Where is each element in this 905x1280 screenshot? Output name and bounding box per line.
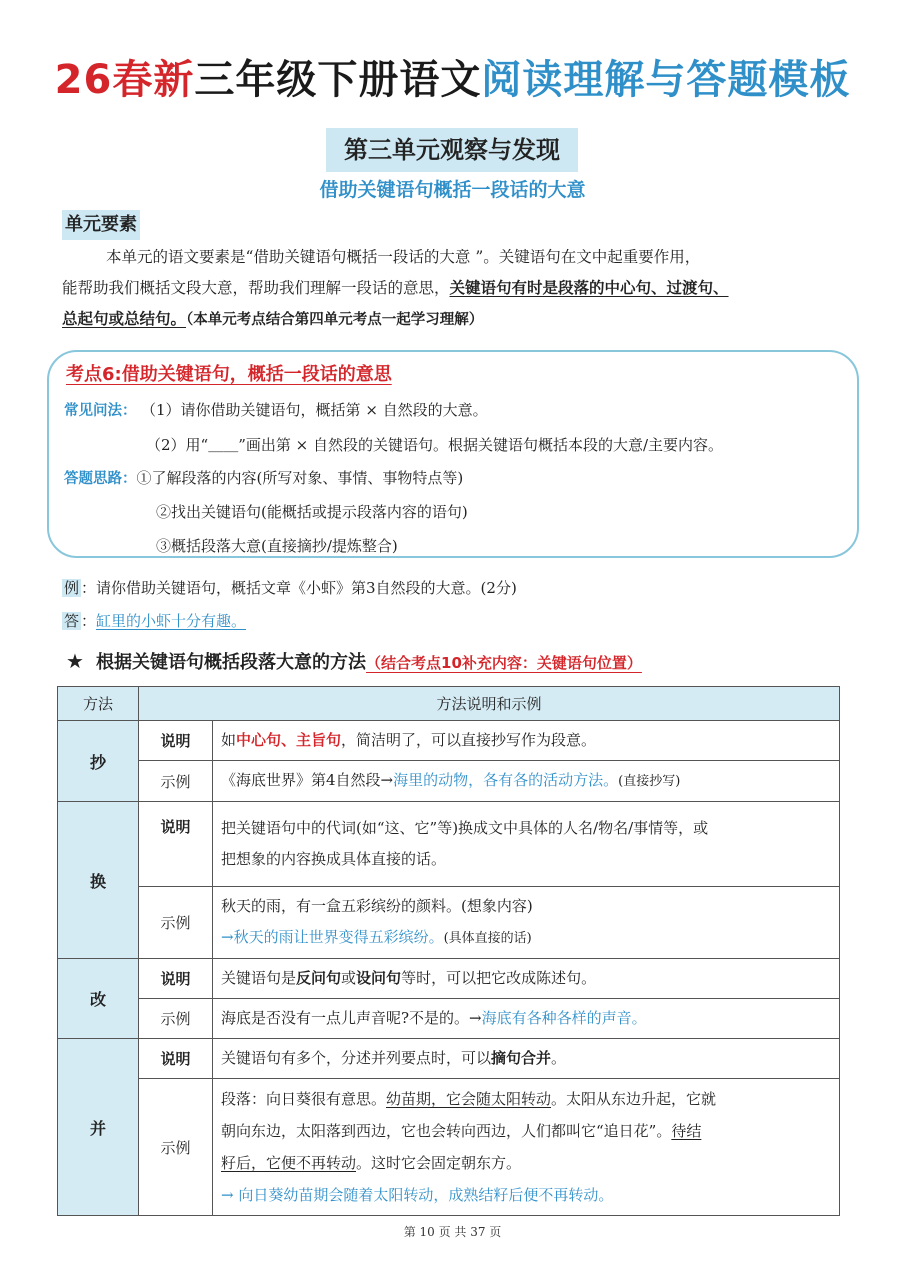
method-gai: 改 [58, 959, 139, 1039]
kind-example: 示例 [139, 887, 213, 959]
bing-description: 关键语句有多个，分述并列要点时，可以摘句合并。 [213, 1039, 840, 1079]
question-2: （2）用“＿＿”画出第 × 自然段的关键语句。根据关键语句概括本段的大意/主要内容。 [146, 436, 724, 454]
chao-description: 如中心句、主旨句，简洁明了，可以直接抄写作为段意。 [213, 721, 840, 761]
title-part-2: 三年级下册语文 [194, 57, 482, 103]
kind-example: 示例 [139, 761, 213, 802]
methods-heading-text: 根据关键语句概括段落大意的方法 [96, 652, 366, 673]
gai-example: 海底是否没有一点儿声音呢?不是的。→海底有各种各样的声音。 [213, 999, 840, 1039]
unit-elements-label: 单元要素 [62, 210, 140, 240]
example-answer: 答 ：缸里的小虾十分有趣。 [64, 612, 247, 630]
step-3: ③概括段落大意(直接摘抄/提炼整合) [156, 537, 398, 555]
step-1: ①了解段落的内容(所写对象、事情、事物特点等) [136, 469, 464, 487]
title-part-3: 阅读理解与答题模板 [481, 57, 851, 103]
star-icon: ★ [66, 649, 84, 673]
kaodian-title: 考点6:借助关键语句，概括一段话的意思 [66, 364, 392, 385]
kind-description: 说明 [139, 1039, 213, 1079]
table-row [58, 887, 840, 959]
huan-description: 把关键语句中的代词(如“这、它”等)换成文中具体的人名/物名/事情等，或 把想象的内容换成具体直接的话。 [213, 802, 840, 887]
table-row [58, 959, 840, 999]
unit-elements-paragraph [62, 242, 844, 336]
methods-table [57, 686, 840, 1216]
page-footer: 第 10 页 共 37 页 [403, 1225, 502, 1239]
table-header-row [58, 687, 840, 721]
methods-heading-note: （结合考点10补充内容：关键语句位置） [366, 654, 642, 672]
bing-example: 段落：向日葵很有意思。幼苗期，它会随太阳转动。太阳从东边升起，它就 朝向东边，太阳落到西边，它也会转向西边，人们都叫它“追日花”。待结 籽后，它便不再转动。这时它会固定朝东方。 → 向日葵幼苗期会随着太阳转动，成熟结籽后便不再转动。 [213, 1079, 840, 1216]
method-huan: 换 [58, 802, 139, 959]
table-row [58, 1039, 840, 1079]
method-bing: 并 [58, 1039, 139, 1216]
chao-example: 《海底世界》第4自然段→海里的动物，各有各的活动方法。(直接抄写) [213, 761, 840, 802]
unit-subtitle: 借助关键语句概括一段话的大意 [319, 179, 586, 201]
table-row [58, 761, 840, 802]
kind-description: 说明 [139, 802, 213, 887]
step-2: ②找出关键语句(能概括或提示段落内容的语句) [156, 503, 468, 521]
example-question [62, 576, 517, 600]
answer-label: 答 [64, 612, 80, 630]
methods-heading [96, 648, 642, 678]
unit-elements-line-1: 本单元的语文要素是“借助关键语句概括一段话的大意 ”。关键语句在文中起重要作用， [106, 248, 701, 266]
method-chao: 抄 [58, 721, 139, 802]
line-2-underlined: 关键语句有时是段落的中心句、过渡句、 [449, 279, 729, 297]
example-question-text: ：请你借助关键语句，概括文章《小虾》第3自然段的大意。(2分) [81, 579, 517, 597]
answer-steps-label: 答题思路： [64, 471, 137, 487]
line-2-plain: 能帮助我们概括文段大意，帮助我们理解一段话的意思， [62, 279, 450, 297]
unit-title: 第三单元观察与发现 [326, 128, 578, 172]
table-row [58, 721, 840, 761]
kind-example: 示例 [139, 999, 213, 1039]
table-row [58, 1079, 840, 1216]
kind-description: 说明 [139, 721, 213, 761]
page-title [0, 52, 905, 108]
kind-example: 示例 [139, 1079, 213, 1216]
answer-text: 缸里的小虾十分有趣。 [96, 612, 247, 630]
unit-elements-line-2 [62, 273, 844, 304]
title-part-1: 26春新 [54, 57, 195, 103]
huan-example: 秋天的雨，有一盒五彩缤纷的颜料。(想象内容) →秋天的雨让世界变得五彩缤纷。(具体直接的话) [213, 887, 840, 959]
col-header-description: 方法说明和示例 [139, 687, 840, 721]
kind-description: 说明 [139, 959, 213, 999]
col-header-method: 方法 [58, 687, 139, 721]
example-label: 例 [64, 579, 80, 597]
question-1: （1）请你借助关键语句，概括第 × 自然段的大意。 [148, 401, 488, 419]
answer-steps-line-1 [64, 466, 463, 491]
table-row [58, 802, 840, 887]
question-methods-line-1 [64, 398, 488, 423]
line-3-note: （本单元考点结合第四单元考点一起学习理解） [186, 312, 484, 328]
gai-description: 关键语句是反问句或设问句等时，可以把它改成陈述句。 [213, 959, 840, 999]
unit-elements-line-3 [62, 304, 844, 336]
line-3-underlined: 总起句或总结句。 [62, 310, 187, 328]
table-row [58, 999, 840, 1039]
question-methods-label: 常见问法： [64, 403, 137, 419]
